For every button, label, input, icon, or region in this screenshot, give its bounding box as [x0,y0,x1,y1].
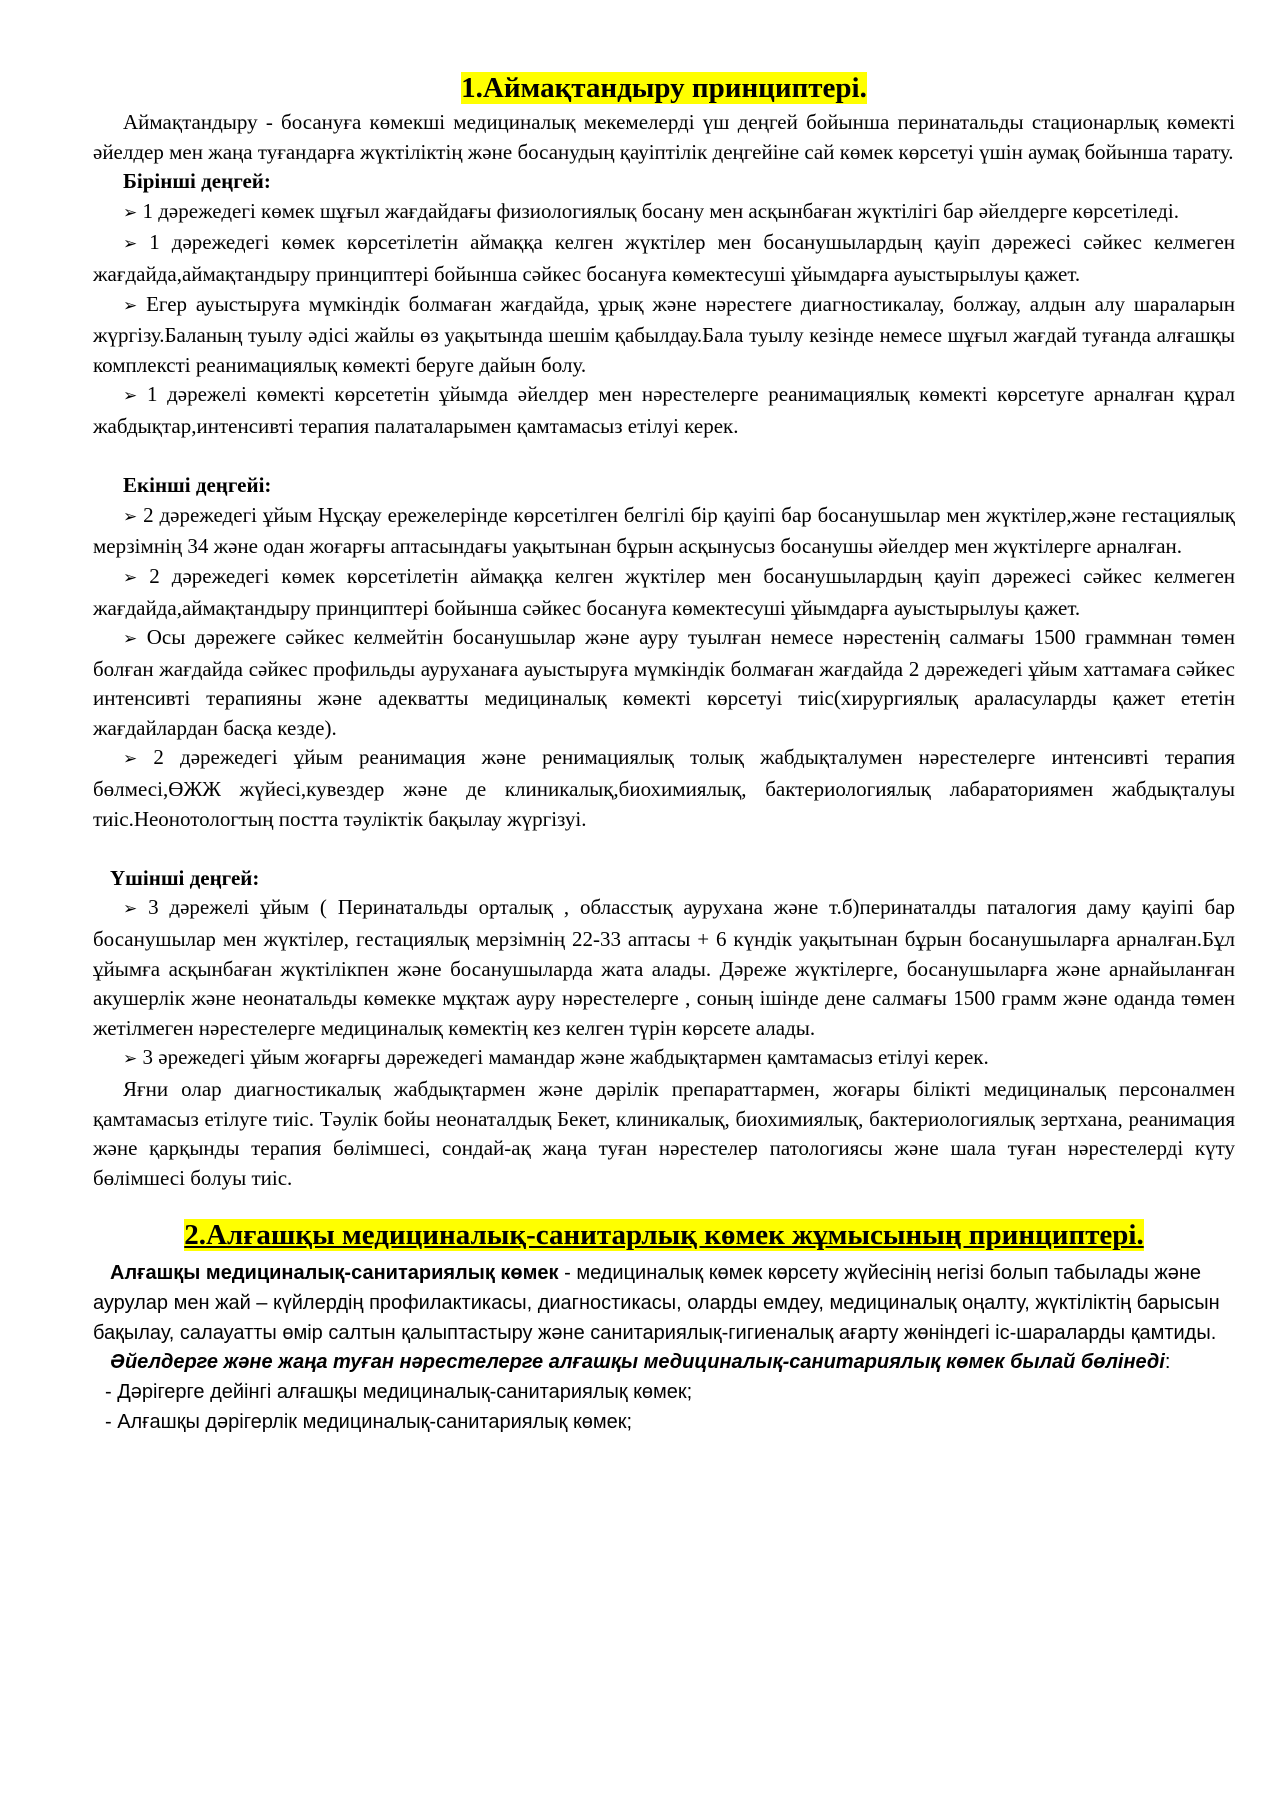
list-item: ➢ 2 дәрежедегі ұйым Нұсқау ережелерінде көрсетілген белгілі бір қауіпі бар босанушылар мен жүктілер,және гестациялық мерзімнің 34 және одан жоғарғы аптасындағы уақытынан бұрын асқынусыз босанушы әйелдер мен жүктілерге арналған. [93,502,1236,559]
arrow-bullet-icon: ➢ [123,629,138,650]
division-heading: Әйелдерге және жаңа туған нәрестелерге алғашқы медициналық-санитариялық көмек былай бөлінеді [110,1351,1165,1374]
arrow-bullet-icon: ➢ [123,749,138,770]
section2-title: 2.Алғашқы медициналық-санитарлық көмек жұмысының принциптері. [184,1219,1144,1252]
spacer [93,1193,1235,1215]
list-item: ➢ 1 дәрежелі көмекті көрсететін ұйымда әйелдер мен нәрестелерге реанимациялық көмекті көрсетуге арналған құрал жабдықтар,интенсивті терапия палаталарымен қамтамасыз етілуі керек. [93,382,1236,438]
arrow-bullet-icon: ➢ [123,202,138,223]
definition-paragraph [93,1259,1235,1348]
list-item: ➢ 1 дәрежедегі көмек шұғыл жағдайдағы физиологиялық босану мен асқынбаған жүктілігі бар әйелдерге көрсетіледі. [123,198,1179,223]
list-item: ➢ Егер ауыстыруға мүмкіндік болмаған жағдайда, ұрық және нәрестеге диагностикалау, болжау, алдын алу шараларын жүргізу.Баланың туылу әдісі жайлы өз уақытында шешім қабылдау.Бала туылу кезінде немесе шұғыл жағдай туғанда алғашқы комплексті реанимациялық көмекті беруге дайын болу. [93,291,1236,377]
arrow-bullet-icon: ➢ [123,234,138,255]
level2-heading: Екінші деңгейі: [123,473,272,498]
list-item: ➢ 3 дәрежелі ұйым ( Перинатальды орталық , обласстық аурухана және т.б)перинаталды паталогия даму қауіпі бар босанушылар мен жүктілер, гестациялық мерзімнің 22-33 аптасы + 6 күндік уақытынан бұрын босанушыларға арналған.Бұл ұйымға асқынбаған жүктілікпен және босанушыларда жата алады. Дәреже жүктілерге, босанушыларға және арнайыланған акушерлік және неонатальды көмекке мұқтаж ауру нәрестелерге , соның ішінде дене салмағы 1500 грамм және оданда төмен жетілмеген нәрестелерге медициналық көмектің кез келген түрін көрсете алады. [93,895,1236,1040]
arrow-bullet-icon: ➢ [123,567,138,588]
list-item: ➢ 3 әрежедегі ұйым жоғарғы дәрежедегі мамандар және жабдықтармен қамтамасыз етілуі керек. [123,1045,989,1070]
list-item: ➢ 1 дәрежедегі көмек көрсетілетін аймаққа келген жүктілер мен босанушылардың қауіп дәрежесі сәйкес келмеген жағдайда,аймақтандыру принциптері бойынша сәйкес босануға көмектесуші ұйымдарға ауыстырылуы қажет. [93,230,1236,286]
arrow-bullet-icon: ➢ [123,1049,138,1070]
section1-title: 1.Аймақтандыру принциптері. [461,72,867,104]
list-item: - Алғашқы дәрігерлік медициналық-санитариялық көмек; [105,1410,633,1433]
level3-heading: Үшінші деңгей: [110,865,260,890]
definition-text: - медициналық көмек көрсету жүйесінің негізі болып табылады және аурулар мен жай – күйлердің профилактикасы, диагностикасы, оларды емдеу, медициналық оңалту, жүктіліктің барысын бақылау, салауатты өмір салтын қалыптастыру және санитариялық-гигиеналық ағарту жөніндегі іс-шараларды қамтиды. [93,1262,1220,1344]
arrow-bullet-icon: ➢ [123,295,138,316]
definition-term: Алғашқы медициналық-санитариялық көмек [110,1262,559,1285]
spacer [93,442,1235,472]
arrow-bullet-icon: ➢ [123,506,138,527]
level3-closing: Яғни олар диагностикалық жабдықтармен және дәрілік препараттармен, жоғары білікті медициналық персоналмен қамтамасыз етілуге тиіс. Тәулік бойы неонаталдық Бекет, клиникалық, биохимиялық, бактериологиялық зертхана, реанимация және қарқынды терапия бөлімшесі, сондай-ақ жаңа туған нәрестелер патологиясы және шала туған нәрестелерді күту бөлімшесі болуы тиіс. [93,1077,1235,1190]
division-paragraph: Әйелдерге және жаңа туған нәрестелерге алғашқы медициналық-санитариялық көмек былай бөлінеді: [110,1351,1171,1374]
list-item: - Дәрігерге дейінгі алғашқы медициналық-санитариялық көмек; [105,1381,693,1404]
section1-intro: Аймақтандыру - босануға көмекші медициналық мекемелерді үш деңгей бойынша перинатальды стационарлық көмекті әйелдер мен жаңа туғандарға жүктіліктің және босанудың қауіптілік деңгейіне сай көмек көрсетуі үшін аумақ бойынша тарату. [93,110,1235,164]
spacer [93,834,1235,864]
arrow-bullet-icon: ➢ [123,899,138,920]
list-item: ➢ Осы дәрежеге сәйкес келмейтін босанушылар және ауру туылған немесе нәрестенің салмағы 1500 граммнан төмен болған жағдайда сәйкес профильды ауруханаға ауыстыруға мүмкіндік болмаған жағдайда 2 дәрежедегі ұйым хаттамаға сәйкес интенсивті терапияны және адекватты медициналық көмекті көрсетуі тиіс(хирургиялық араласуларды қажет ететін жағдайлардан басқа кезде). [93,625,1235,740]
document-page [93,70,1235,1438]
list-item: ➢ 2 дәрежедегі көмек көрсетілетін аймаққа келген жүктілер мен босанушылардың қауіп дәрежесі сәйкес келмеген жағдайда,аймақтандыру принциптері бойынша сәйкес босануға көмектесуші ұйымдарға ауыстырылуы қажет. [93,563,1236,620]
list-item: ➢ 2 дәрежедегі ұйым реанимация және ренимациялық толық жабдықталумен нәрестелерге интенсивті терапия бөлмесі,ӨЖЖ жүйесі,кувездер және де клиникалық,биохимиялық, бактериологиялық лабараториямен жабдықталуы тиіс.Неонотологтың постта тәуліктік бақылау жүргізуі. [93,745,1236,831]
level1-heading: Бірінші деңгей: [123,169,271,194]
section2-body [93,1259,1235,1437]
arrow-bullet-icon: ➢ [123,386,138,407]
